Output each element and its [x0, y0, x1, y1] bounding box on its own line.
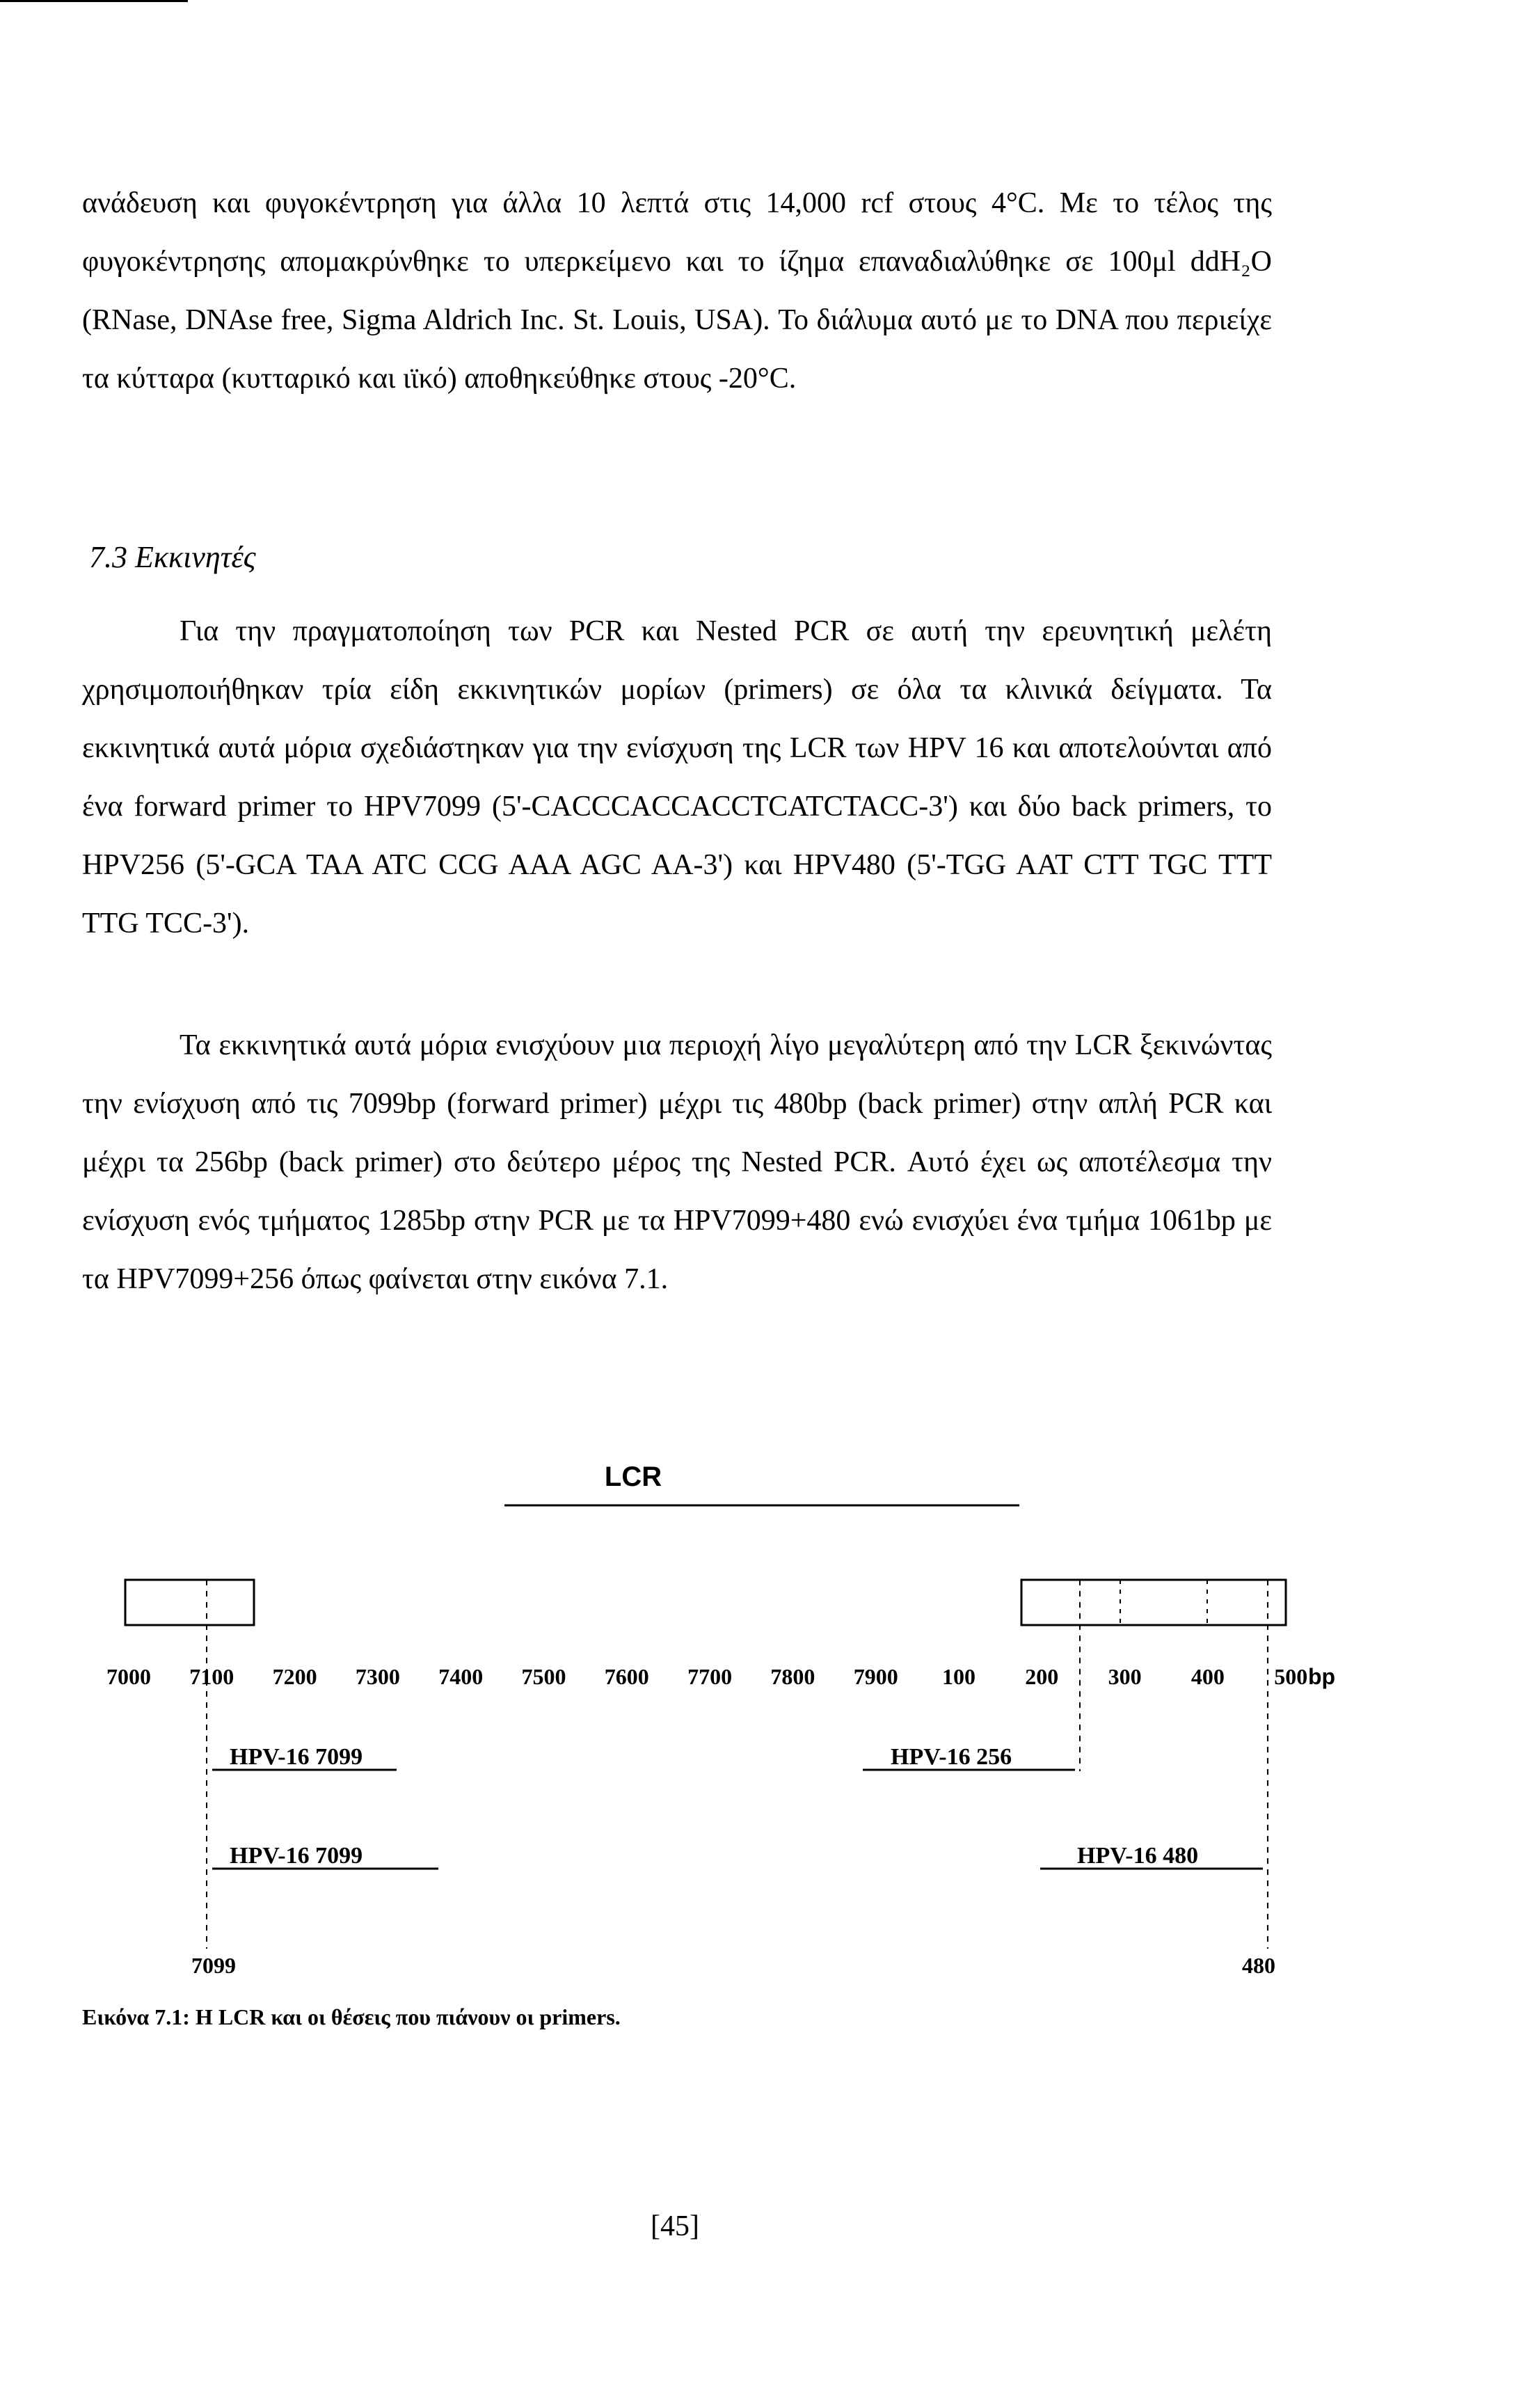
tick-label: 400	[1190, 1664, 1225, 1689]
unit-label: bp	[1308, 1664, 1336, 1689]
paragraph-primers: Για την πραγματοποίηση των PCR και Nested PCR σε αυτή την ερευνητική μελέτη χρησιμοποιήθηκαν τρία είδη εκκινητικών μορίων (primers) σε όλα τα κλινικά δείγματα. Τα εκκινητικά αυτά μόρια σχεδιάστηκαν για την ενίσχυση της LCR των HPV 16 και αποτελούνται από ένα forward primer το HPV7099 (5'-CACCCACCACCTCATCTACC-3') και δύο back primers, το HPV256 (5'-GCA TAA ATC CCG AAA AGC AA-3') και HPV480 (5'-TGG AAT CTT TGC TTT TTG TCC-3').	[82, 615, 1272, 940]
genome-box-right	[1021, 1580, 1286, 1625]
primer-reverse-480: HPV-16 480	[1077, 1843, 1199, 1869]
top-rule	[0, 0, 188, 2]
tick-label: 7100	[189, 1664, 234, 1689]
tick-label: 7400	[438, 1664, 484, 1689]
paragraph-intro: ανάδευση και φυγοκέντρηση για άλλα 10 λεπτά στις 14,000 rcf στους 4°C. Με το τέλος της φυγοκέντρησης απομακρύνθηκε το υπερκείμενο και το ίζημα επαναδιαλύθηκε σε 100μl ddH₂O (RNase, DNAse free, Sigma Aldrich Inc. St. Louis, USA). Το διάλυμα αυτό με το DNA που περιείχε τα κύτταρα (κυτταρικό και ιϊκό) αποθηκεύθηκε στους -20°C.	[82, 187, 1272, 395]
position-axis	[106, 1664, 1307, 1689]
primer-forward-2: HPV-16 7099	[230, 1843, 363, 1869]
tick-label: 500	[1274, 1664, 1308, 1689]
tick-label: 7200	[272, 1664, 317, 1689]
lcr-label: LCR	[604, 1462, 662, 1492]
start-position-label: 7099	[191, 1953, 236, 1978]
page-number: [45]	[651, 2210, 699, 2242]
lcr-primer-diagram	[0, 1434, 1521, 1990]
tick-label: 7900	[853, 1664, 898, 1689]
tick-label: 7800	[770, 1664, 815, 1689]
tick-label: 7000	[106, 1664, 151, 1689]
paragraph-amplification: Τα εκκινητικά αυτά μόρια ενισχύουν μια περιοχή λίγο μεγαλύτερη από την LCR ξεκινώντας την ενίσχυση από τις 7099bp (forward primer) μέχρι τις 480bp (back primer) στην απλή PCR και μέχρι τα 256bp (back primer) στο δεύτερο μέρος της Nested PCR. Αυτό έχει ως αποτέλεσμα την ενίσχυση ενός τμήματος 1285bp στην PCR με τα HPV7099+480 ενώ ενισχύει ένα τμήμα 1061bp με τα HPV7099+256 όπως φαίνεται στην εικόνα 7.1.	[82, 1029, 1272, 1295]
tick-label: 300	[1108, 1664, 1142, 1689]
tick-label: 7300	[355, 1664, 400, 1689]
section-heading: 7.3 Εκκινητές	[89, 540, 256, 574]
primer-reverse-256: HPV-16 256	[891, 1744, 1012, 1770]
primer-forward-1: HPV-16 7099	[230, 1744, 363, 1770]
tick-label: 7500	[521, 1664, 566, 1689]
tick-label: 7700	[687, 1664, 733, 1689]
genome-box-left	[125, 1580, 254, 1625]
end-position-label: 480	[1242, 1953, 1275, 1978]
tick-label: 7600	[604, 1664, 649, 1689]
tick-label: 200	[1025, 1664, 1059, 1689]
figure-caption: Εικόνα 7.1: Η LCR και οι θέσεις που πιάνουν οι primers.	[82, 2004, 621, 2029]
tick-label: 100	[942, 1664, 975, 1689]
